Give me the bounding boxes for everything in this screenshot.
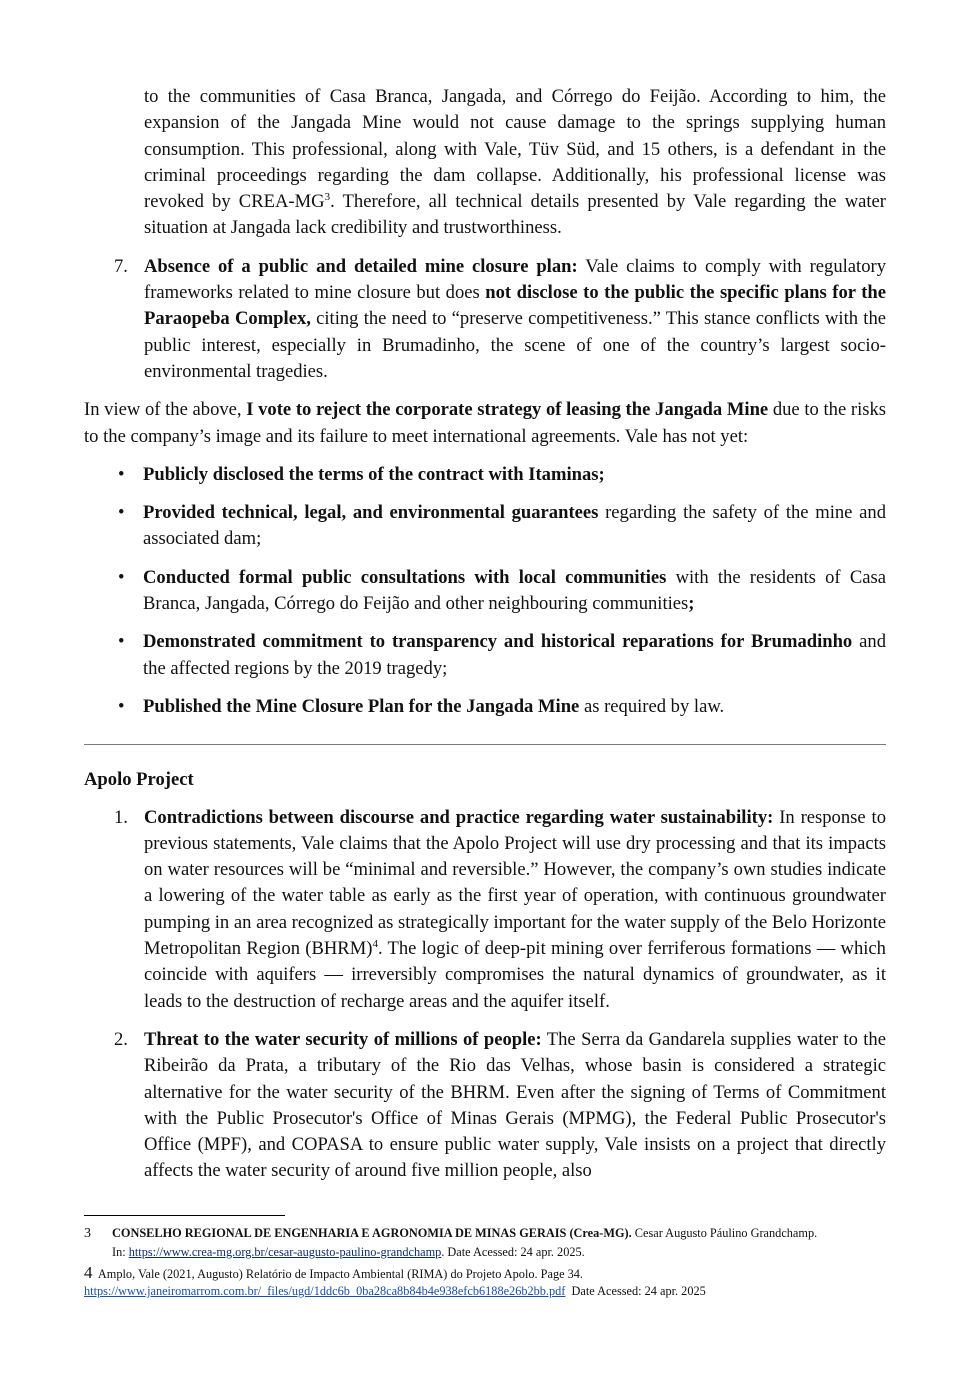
paragraph-text: due to the risks to the company’s image and its failure to meet international agreements. Vale has not yet:: [84, 399, 887, 447]
item-emphasis: not disclose to the public the specific plans for the Paraopeba Complex,: [144, 282, 886, 330]
numbered-item-7: [114, 254, 886, 385]
footnote-text: . Date Acessed: 24 apr. 2025.: [441, 1245, 585, 1259]
footnote-line: [112, 1243, 894, 1262]
item-text: . The logic of deep-pit mining over ferriferous formations — which coincide with aquifers — irreversibly compromises the natural dynamics of groundwater, as it leads to the destruction of recharge areas and the aquifer itself.: [144, 938, 886, 1012]
numbered-item-1: [114, 805, 886, 1015]
numbered-item-2: [114, 1027, 886, 1185]
item-number: 1.: [114, 806, 128, 828]
footnote-text: Amplo, Vale (2021, Augusto) Relatório de Impacto Ambiental (RIMA) do Projeto Apolo. Page 34.: [97, 1267, 584, 1281]
footnote-text: Cesar Augusto Páulino Grandchamp.: [631, 1226, 818, 1240]
bullet-text: with the residents of Casa Branca, Jangada, Córrego do Feijão and other neighbouring communities: [143, 566, 886, 615]
bullet-punctuation: ;: [688, 593, 695, 615]
footnote-ref-3[interactable]: 3: [324, 191, 331, 204]
continuation-paragraph: [144, 84, 886, 242]
bullet-icon: •: [118, 695, 125, 717]
item-text: In response to previous statements, Vale claims that the Apolo Project will use dry processing and that its impacts on water resources will be “minimal and reversible.” However, the company’s own studies indicate a lowering of the water table as early as the first year of operation, with continuous groundwater pumping in an area recognized as strategically important for the water supply of the Belo Horizonte Metropolitan Region (BHRM): [144, 806, 886, 960]
item-number: 7.: [114, 255, 128, 277]
footnote-text: In:: [112, 1245, 129, 1259]
vote-statement: I vote to reject the corporate strategy of leasing the Jangada Mine: [246, 399, 769, 421]
item-heading: Contradictions between discourse and practice regarding water sustainability:: [144, 806, 774, 828]
bullet-heading: Publicly disclosed the terms of the contract with Itaminas;: [143, 463, 605, 485]
item-text: Vale claims to comply with regulatory frameworks related to mine closure but does: [144, 255, 886, 304]
footnote-line: [84, 1263, 894, 1284]
conclusion-paragraph: [84, 397, 886, 450]
section-title-apolo: Apolo Project: [84, 769, 194, 791]
footnote-link[interactable]: https://www.crea-mg.org.br/cesar-augusto-paulino-grandchamp: [128, 1245, 442, 1259]
footnote-line: [84, 1282, 894, 1301]
footnote-number: 3: [84, 1226, 91, 1241]
footnote-ref-4[interactable]: 4: [372, 938, 378, 951]
item-text: citing the need to “preserve competitiveness.” This stance conflicts with the public interest, especially in Brumadinho, the scene of one of the country’s largest socio-environmental tragedies.: [144, 308, 886, 382]
bullet-item: [118, 694, 886, 720]
paragraph-text: . Therefore, all technical details presented by Vale regarding the water situation at Jangada lack credibility and trustworthiness.: [144, 191, 886, 239]
footnote-4: [84, 1263, 894, 1301]
bullet-icon: •: [118, 566, 125, 588]
bullet-item: [118, 565, 886, 618]
footnotes: [84, 1224, 894, 1301]
bullet-text: regarding the safety of the mine and associated dam;: [143, 502, 886, 550]
bullet-item: [118, 629, 887, 682]
item-text: The Serra da Gandarela supplies water to the Ribeirão da Prata, a tributary of the Rio das Velhas, whose basin is considered a strategic alternative for the water security of the BHRM. Even after the signing of Terms of Commitment with the Public Prosecutor's Office of Minas Gerais (MPMG), the Federal Public Prosecutor's Office (MPF), and COPASA to ensure public water supply, Vale insists on a project that directly affects the water security of around five million people, also: [144, 1028, 886, 1182]
footnote-number: 4: [84, 1263, 93, 1282]
footnote-text: Date Acessed: 24 apr. 2025: [565, 1284, 706, 1298]
footnote-separator: [84, 1215, 285, 1216]
footnote-source: CONSELHO REGIONAL DE ENGENHARIA E AGRONOMIA DE MINAS GERAIS (Crea-MG).: [112, 1226, 632, 1240]
bullet-text: as required by law.: [579, 695, 725, 717]
paragraph-text: In view of the above,: [84, 399, 247, 421]
bullet-icon: •: [118, 631, 125, 653]
bullet-heading: Provided technical, legal, and environmental guarantees: [143, 502, 599, 524]
section-divider: [84, 744, 886, 745]
bullet-text: and the affected regions by the 2019 tragedy;: [143, 631, 887, 679]
document-page: [84, 84, 886, 1185]
bullet-icon: •: [118, 463, 125, 485]
paragraph-text: to the communities of Casa Branca, Jangada, and Córrego do Feijão. According to him, the expansion of the Jangada Mine would not cause damage to the springs supplying human consumption. This professional, along with Vale, Tüv Süd, and 15 others, is a defendant in the criminal proceedings regarding the dam collapse. Additionally, his professional license was revoked by CREA-MG: [144, 86, 886, 213]
bullet-heading: Demonstrated commitment to transparency and historical reparations for Brumadinho: [143, 631, 853, 653]
item-heading: Absence of a public and detailed mine closure plan:: [144, 255, 578, 277]
item-heading: Threat to the water security of millions of people:: [144, 1028, 542, 1050]
bullet-heading: Published the Mine Closure Plan for the Jangada Mine: [143, 695, 580, 717]
bullet-icon: •: [118, 502, 125, 524]
bullet-heading: Conducted formal public consultations with local communities: [143, 566, 667, 588]
footnote-line: [112, 1224, 894, 1243]
footnote-link[interactable]: https://www.janeiromarrom.com.br/_files/ugd/1ddc6b_0ba28ca8b84b4e938efcb6188e26b2bb.pdf: [84, 1284, 566, 1298]
footnote-3: [84, 1224, 894, 1262]
bullet-item: [118, 462, 886, 488]
item-number: 2.: [114, 1028, 128, 1050]
bullet-item: [118, 500, 886, 553]
